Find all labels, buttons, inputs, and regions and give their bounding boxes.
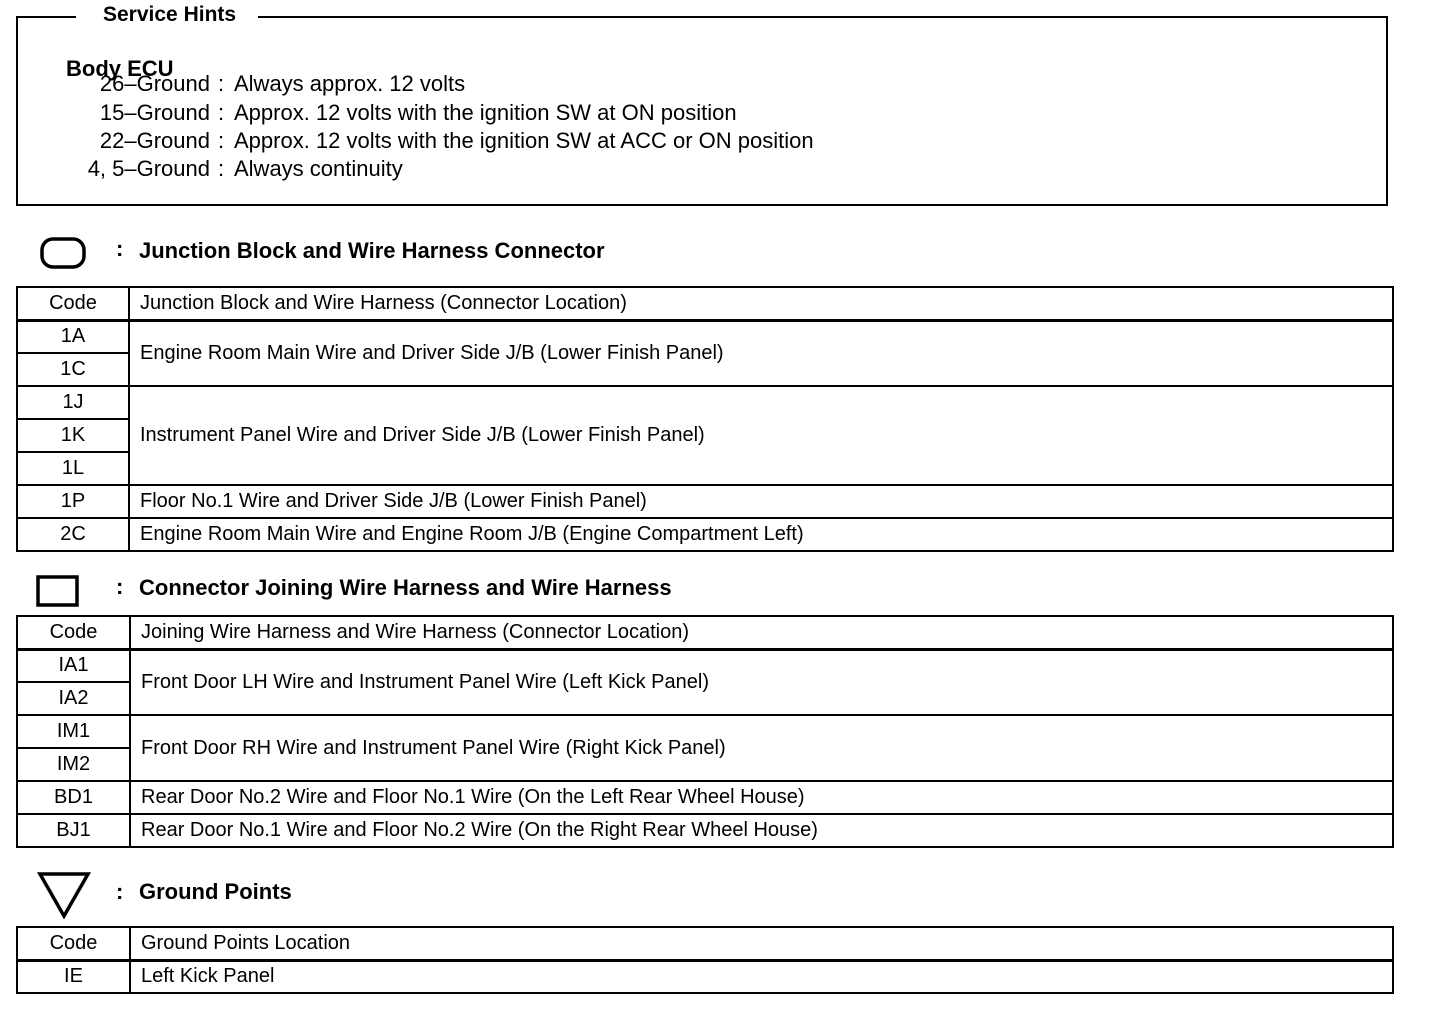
rounded-rectangle-icon [40,236,86,270]
section-colon: : [116,574,124,599]
code-cell: IA1 [17,649,130,682]
junction-table [16,286,1394,552]
triangle-down-icon [36,870,92,920]
location-cell: Engine Room Main Wire and Engine Room J/B (Engine Compartment Left) [129,518,1393,551]
hint-term: 15–Ground [99,100,210,125]
location-cell: Rear Door No.2 Wire and Floor No.1 Wire (On the Left Rear Wheel House) [130,781,1393,814]
location-cell: Engine Room Main Wire and Driver Side J/B (Lower Finish Panel) [129,320,1393,386]
code-cell: 1A [17,320,129,353]
code-cell: BJ1 [17,814,130,847]
section-title: Junction Block and Wire Harness Connector [139,238,605,263]
section-title: Connector Joining Wire Harness and Wire Harness [139,575,672,600]
service-hints-box [16,16,1388,206]
hint-term: 22–Ground [99,128,210,153]
column-header-code: Code [17,927,130,960]
table-header-row [17,927,1393,960]
table-row [17,485,1393,518]
table-row [17,320,1393,353]
ground-table [16,926,1394,994]
code-cell: 2C [17,518,129,551]
connector-section-header [0,570,1400,610]
column-header-location: Junction Block and Wire Harness (Connector Location) [129,287,1393,320]
ground-section-header [0,870,1400,910]
code-cell: 1J [17,386,129,419]
code-cell: 1C [17,353,129,386]
table-row [17,518,1393,551]
hint-separator: : [218,128,225,153]
table-header-row [17,616,1393,649]
location-cell: Instrument Panel Wire and Driver Side J/B (Lower Finish Panel) [129,386,1393,485]
code-cell: 1L [17,452,129,485]
hints-title: Service Hints [76,2,258,28]
hint-description: Always approx. 12 volts [234,71,466,96]
junction-section-header [0,232,1400,272]
code-cell: BD1 [17,781,130,814]
column-header-location: Ground Points Location [130,927,1393,960]
hint-description: Approx. 12 volts with the ignition SW at ON position [234,100,737,125]
section-title: Ground Points [139,879,292,904]
code-cell: IM2 [17,748,130,781]
hint-separator: : [218,156,225,181]
hint-term: 4, 5–Ground [87,156,210,181]
code-cell: 1P [17,485,129,518]
location-cell: Front Door RH Wire and Instrument Panel Wire (Right Kick Panel) [130,715,1393,781]
location-cell: Rear Door No.1 Wire and Floor No.2 Wire (On the Right Rear Wheel House) [130,814,1393,847]
table-header-row [17,287,1393,320]
table-row [17,814,1393,847]
location-cell: Left Kick Panel [130,960,1393,993]
rectangle-icon [36,574,80,608]
hint-separator: : [218,100,225,125]
hints-subtitle: Body ECU [66,56,174,81]
table-row [17,386,1393,419]
location-cell: Floor No.1 Wire and Driver Side J/B (Lower Finish Panel) [129,485,1393,518]
hint-description: Always continuity [234,156,403,181]
hint-separator: : [218,71,225,96]
code-cell: IA2 [17,682,130,715]
code-cell: IM1 [17,715,130,748]
table-row [17,715,1393,748]
hint-term: 26–Ground [99,71,210,96]
table-row [17,960,1393,993]
table-row [17,649,1393,682]
hint-description: Approx. 12 volts with the ignition SW at ACC or ON position [234,128,814,153]
code-cell: 1K [17,419,129,452]
location-cell: Front Door LH Wire and Instrument Panel Wire (Left Kick Panel) [130,649,1393,715]
column-header-location: Joining Wire Harness and Wire Harness (Connector Location) [130,616,1393,649]
section-colon: : [116,879,124,904]
column-header-code: Code [17,616,130,649]
table-row [17,781,1393,814]
section-colon: : [116,236,124,261]
code-cell: IE [17,960,130,993]
connector-table [16,615,1394,848]
column-header-code: Code [17,287,129,320]
